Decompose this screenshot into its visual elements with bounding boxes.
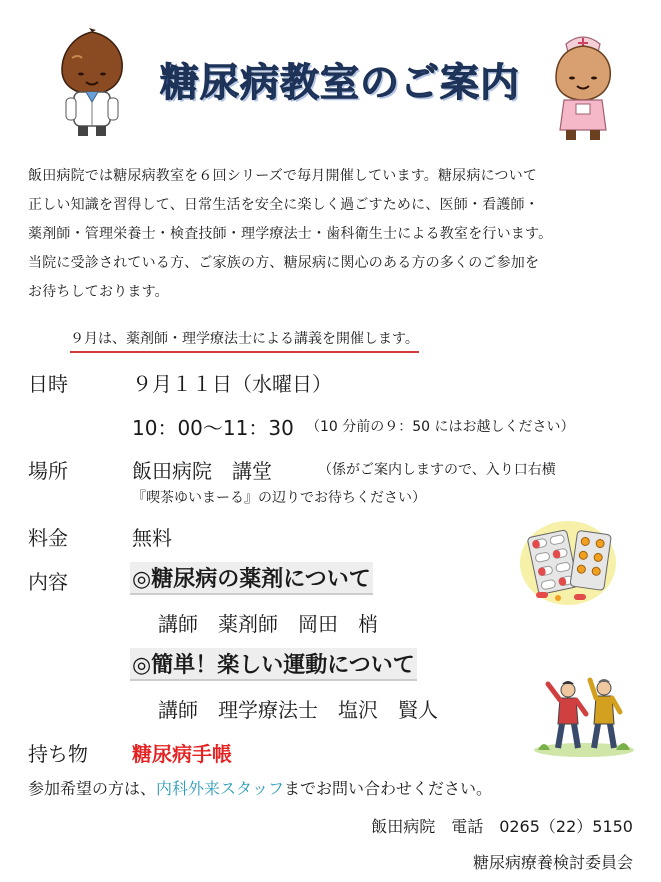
intro-paragraph bbox=[28, 162, 638, 307]
contact-line bbox=[28, 776, 492, 799]
bring-label: 持ち物 bbox=[28, 742, 88, 766]
fee-label: 料金 bbox=[28, 526, 68, 550]
place-note: 『喫茶ゆいまーる』の辺りでお待ちください） bbox=[132, 490, 426, 506]
intro-line: 飯田病院では糖尿病教室を６回シリーズで毎月開催しています。糖尿病について bbox=[28, 168, 538, 184]
hospital-phone: 飯田病院 電話 0265（22）5150 bbox=[371, 817, 633, 836]
datetime-label: 日時 bbox=[28, 372, 68, 396]
intro-line: 当院に受診されている方、ご家族の方、糖尿病に関心のある方の多くのご参加を bbox=[28, 255, 540, 271]
lecture-topic-medication: ◎糖尿病の薬剤について bbox=[130, 562, 373, 595]
contact-staff: 内科外来スタッフ bbox=[156, 779, 285, 798]
exercise-people-icon bbox=[532, 674, 636, 758]
contact-prefix: 参加希望の方は、 bbox=[28, 779, 157, 798]
event-date: ９月１１日（水曜日） bbox=[132, 372, 332, 396]
bring-item: 糖尿病手帳 bbox=[132, 742, 232, 766]
lecture-topic-exercise: ◎簡単！楽しい運動について bbox=[130, 648, 417, 681]
place-note: （係がご案内しますので、入り口右横 bbox=[318, 462, 556, 478]
place-label: 場所 bbox=[28, 459, 68, 483]
intro-line: お待ちしております。 bbox=[28, 284, 169, 300]
chestnut-doctor-mascot bbox=[56, 28, 128, 140]
medicine-pack-icon bbox=[518, 518, 618, 608]
event-place: 飯田病院 講堂 bbox=[132, 459, 272, 483]
arrival-note: （10 分前の９：50 にはお越しください） bbox=[306, 419, 575, 435]
nurse-mascot bbox=[548, 30, 618, 142]
contact-suffix: までお問い合わせください。 bbox=[284, 779, 493, 798]
lecturer-pharmacist: 講師 薬剤師 岡田 梢 bbox=[158, 612, 378, 636]
intro-line: 正しい知識を習得して、日常生活を安全に楽しく過ごすために、医師・看護師・ bbox=[28, 197, 539, 213]
content-label: 内容 bbox=[28, 570, 68, 594]
september-notice: ９月は、薬剤師・理学療法士による講義を開催します。 bbox=[70, 328, 419, 353]
event-fee: 無料 bbox=[132, 526, 172, 550]
committee-name: 糖尿病療養検討委員会 bbox=[472, 853, 633, 872]
intro-line: 薬剤師・管理栄養士・検査技師・理学療法士・歯科衛生士による教室を行います。 bbox=[28, 226, 553, 242]
event-time: 10：00～11：30 bbox=[132, 416, 294, 440]
page-title: 糖尿病教室のご案内 bbox=[159, 61, 520, 106]
lecturer-physical-therapist: 講師 理学療法士 塩沢 賢人 bbox=[158, 698, 438, 722]
